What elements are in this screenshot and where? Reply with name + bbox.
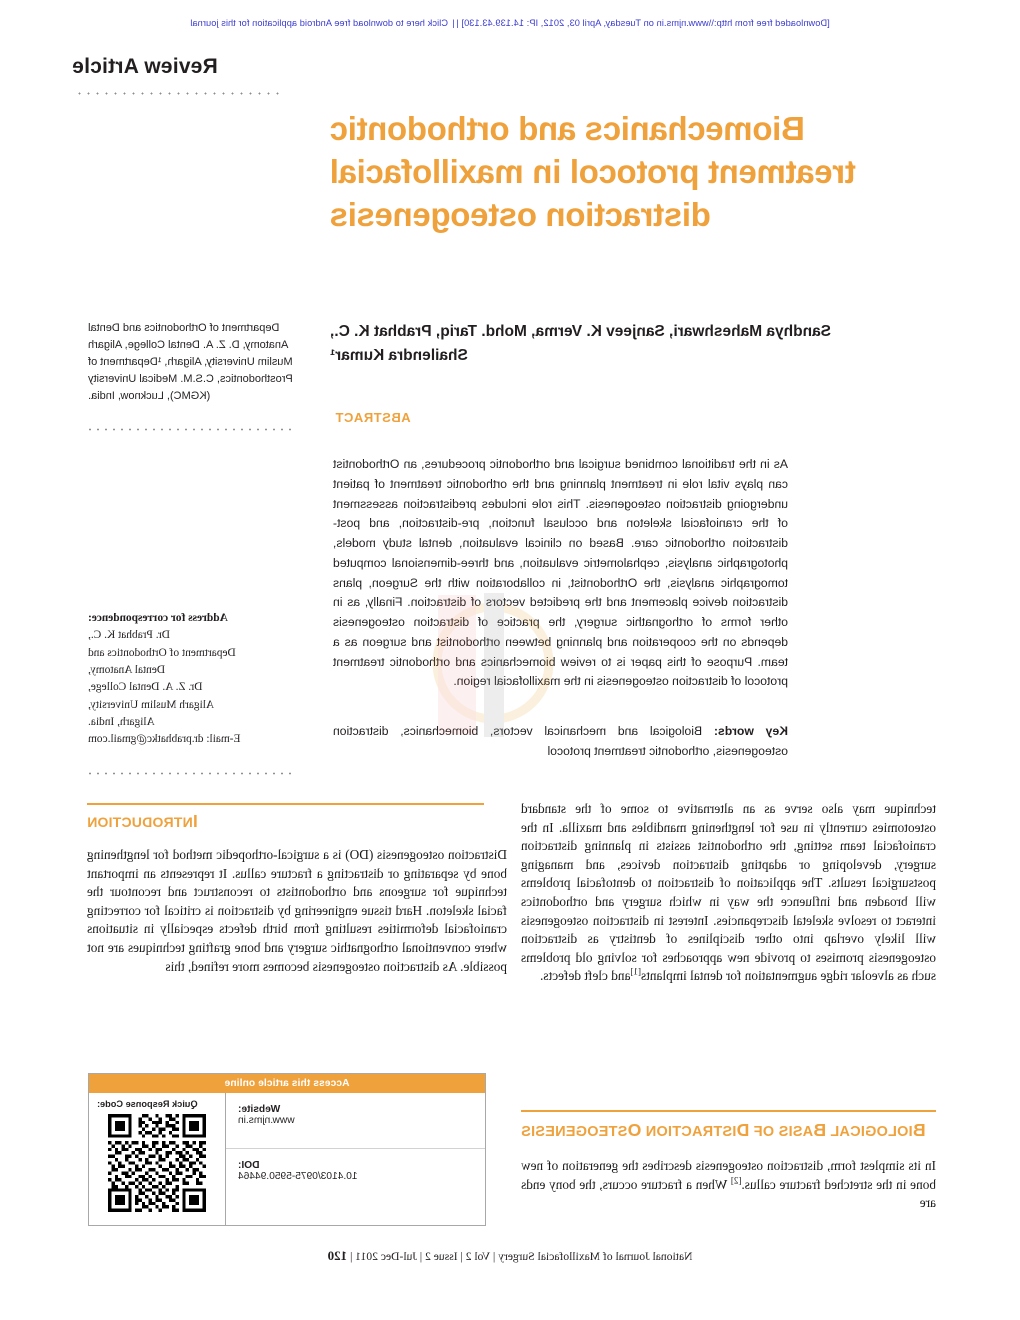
website-cell: [226, 1093, 485, 1149]
download-notice-text: [Downloaded free from http:\\www.njms.in on Tuesday, April 03, 2012, IP: 14.139.43.130]: [461, 18, 830, 28]
introduction-continued-text: technique may also serve as an alternative to some of the standard osteotomies currently in use for lengthening mandibles and maxilla. In the craniofacial team setting, the orthodontist assists in planning distraction surgery, developing or adapting distraction devices, and managing postsurgical results. The application of distraction to dentofacial problems will broaden and influence the way in which surgery and orthodontics interact to resolve skeletal discrepancies. Interest in distraction osteogenesis will likely overlap into other disciplines of dentistry as distraction osteogenesis promises to provide new approaches for solving old problems such as alveolar ridge augmentation for dental implants: [521, 801, 936, 984]
correspondence-label: Address for correspondence:: [88, 612, 228, 624]
correspondence-email: E-mail: dr.prabhatkc@gmail.com: [88, 733, 241, 746]
article-type-dotted-rule: [72, 92, 282, 95]
introduction-continued-column: [521, 800, 936, 995]
bio-text-tail: When a fracture occurs, the bony ends are: [521, 1176, 936, 1211]
page-number: 120: [327, 1248, 348, 1263]
bio-heading-b4: O: [627, 1120, 642, 1140]
keywords-label: Key words:: [713, 724, 788, 738]
introduction-heading-rest: NTRODUCTION: [87, 814, 193, 830]
bio-heading-t2: ASIS OF: [749, 1124, 814, 1140]
page-footer: [0, 1248, 1020, 1264]
affiliation-dotted-rule: [88, 428, 294, 431]
correspondence-line: Aligarh Muslim University,: [88, 698, 215, 711]
author-list: Sandhya Maheshwari, Sanjeev K. Verma, Mohd. Tariq, Prabhat K. C., Shailendra Kumar¹: [330, 323, 832, 364]
introduction-paragraph-text: Distraction osteogenesis (DO) is a surgical-orthopedic method for lengthening bone by separating or distracting a fracture callus. It represents an important technique for surgeons and orthodontists to reconstruct and recontour the facial skeleton. Hard tissue engineering by distraction is critical for correcting craniofacial deformities resulting from birth defects especially in situations where conventional orthognathic surgery and bone grafting techniques are not possible. As distraction osteogenesis becomes more refined, this: [87, 847, 507, 974]
doi-value[interactable]: 10.4103/0975-5950.94464: [238, 1171, 358, 1182]
bio-heading-t3: ISTRACTION: [641, 1124, 737, 1140]
banner-separator: ||: [450, 18, 459, 28]
website-value[interactable]: www.njms.in: [238, 1115, 295, 1126]
abstract-body: As in the traditional combined surgical and orthodontic procedures, an Orthodontist can plays vital role in treatment planning and the orthodontic treatment of patient undergoing distraction osteogenesis. This role includes predistraction assessment of the craniofacial skeleton and occlusal function, pre-distraction, and post-distraction orthodontic care. Based on clinical evaluation, dental study models, photographic analysis, cephalometric evaluation, and three-dimensional computed tomographic analysis, the Orthodontist, in collaboration with the Surgeon, plans distraction device placement and the predicted vectors of distraction. Finally, as in other forms of orthognathic surgery, the practice of distraction osteogenesis depends on the cooperation and planning between orthodontist and surgeon as a team. Purpose of this paper is to review biomechanics and orthodontic treatment protocol of distraction osteogenesis in the maxillofacial region.: [333, 457, 788, 689]
introduction-heading: [87, 812, 387, 832]
correspondence-line: Dr. Prabhat K. C.,: [88, 629, 170, 642]
reference-marker-1: [1]: [630, 967, 641, 978]
qr-code-cell: [89, 1093, 226, 1225]
doi-cell: [226, 1149, 485, 1193]
download-notice-banner: [0, 18, 1020, 28]
introduction-paragraph: [87, 846, 507, 985]
page-title: Biomechanics and orthodontic treatment protocol in maxillofacial distraction osteogenesis: [330, 110, 856, 233]
correspondence-line: Dental Anatomy,: [88, 663, 166, 676]
biological-basis-rule: [521, 1110, 936, 1112]
correspondence-line: Dr. Z. A. Dental College,: [88, 681, 203, 694]
qr-code-icon[interactable]: [108, 1114, 206, 1212]
qr-code-label: Quick Response Code:: [97, 1099, 198, 1109]
bio-heading-t1: IOLOGICAL: [826, 1124, 913, 1140]
affiliation-text: Department of Orthodontics and Dental Anatomy, D. Z. A. Dental College, Aligarh Muslim University, Aligarh, ¹Department of Prosthodontics, C.S.M. Medical University (KGMC), Lucknow, India.: [88, 322, 293, 403]
abstract-heading: ABSTRACT: [335, 410, 411, 425]
keywords-block: [333, 722, 788, 762]
article-type-label: Review Article: [72, 55, 218, 78]
keywords-text: Biological and mechanical vectors, biomechanics, distraction osteogenesis, orthodontic treatment protocol: [333, 724, 788, 758]
correspondence-dotted-rule: [88, 772, 294, 775]
reference-marker-2: [2]: [730, 1175, 742, 1186]
bio-heading-b1: B: [912, 1120, 926, 1140]
introduction-continued-tail: and cleft defects.: [539, 968, 631, 984]
correspondence-line: Department of Orthodontics and: [88, 646, 236, 659]
bio-heading-b2: B: [813, 1120, 827, 1140]
footer-citation: National Journal of Maxillofacial Surgery | Vol 2 | Issue 2 | Jul-Dec 2011 |: [349, 1250, 693, 1263]
doi-label: DOI:: [238, 1160, 260, 1171]
bio-text: In its simplest form, distraction osteogenesis describes the generation of new bone in the stretched fracture callus.: [521, 1158, 936, 1192]
access-box-title: Access this article online: [89, 1074, 485, 1093]
website-label: Website:: [238, 1104, 281, 1115]
biological-basis-paragraph: [521, 1157, 936, 1222]
correspondence-line: Aligarh, India.: [88, 715, 155, 728]
introduction-heading-initial: I: [192, 812, 198, 831]
introduction-continued-paragraph: [521, 800, 936, 986]
biological-basis-paragraph-text: [521, 1157, 936, 1213]
introduction-rule: [87, 803, 484, 805]
biological-basis-heading: [521, 1120, 936, 1141]
access-article-online-box: [88, 1073, 486, 1226]
correspondence-block: [88, 610, 294, 749]
bio-heading-b3: D: [736, 1120, 750, 1140]
bio-heading-t4: STEOGENESIS: [521, 1124, 628, 1140]
android-app-link[interactable]: Click here to download free Android application for this journal: [190, 18, 448, 28]
